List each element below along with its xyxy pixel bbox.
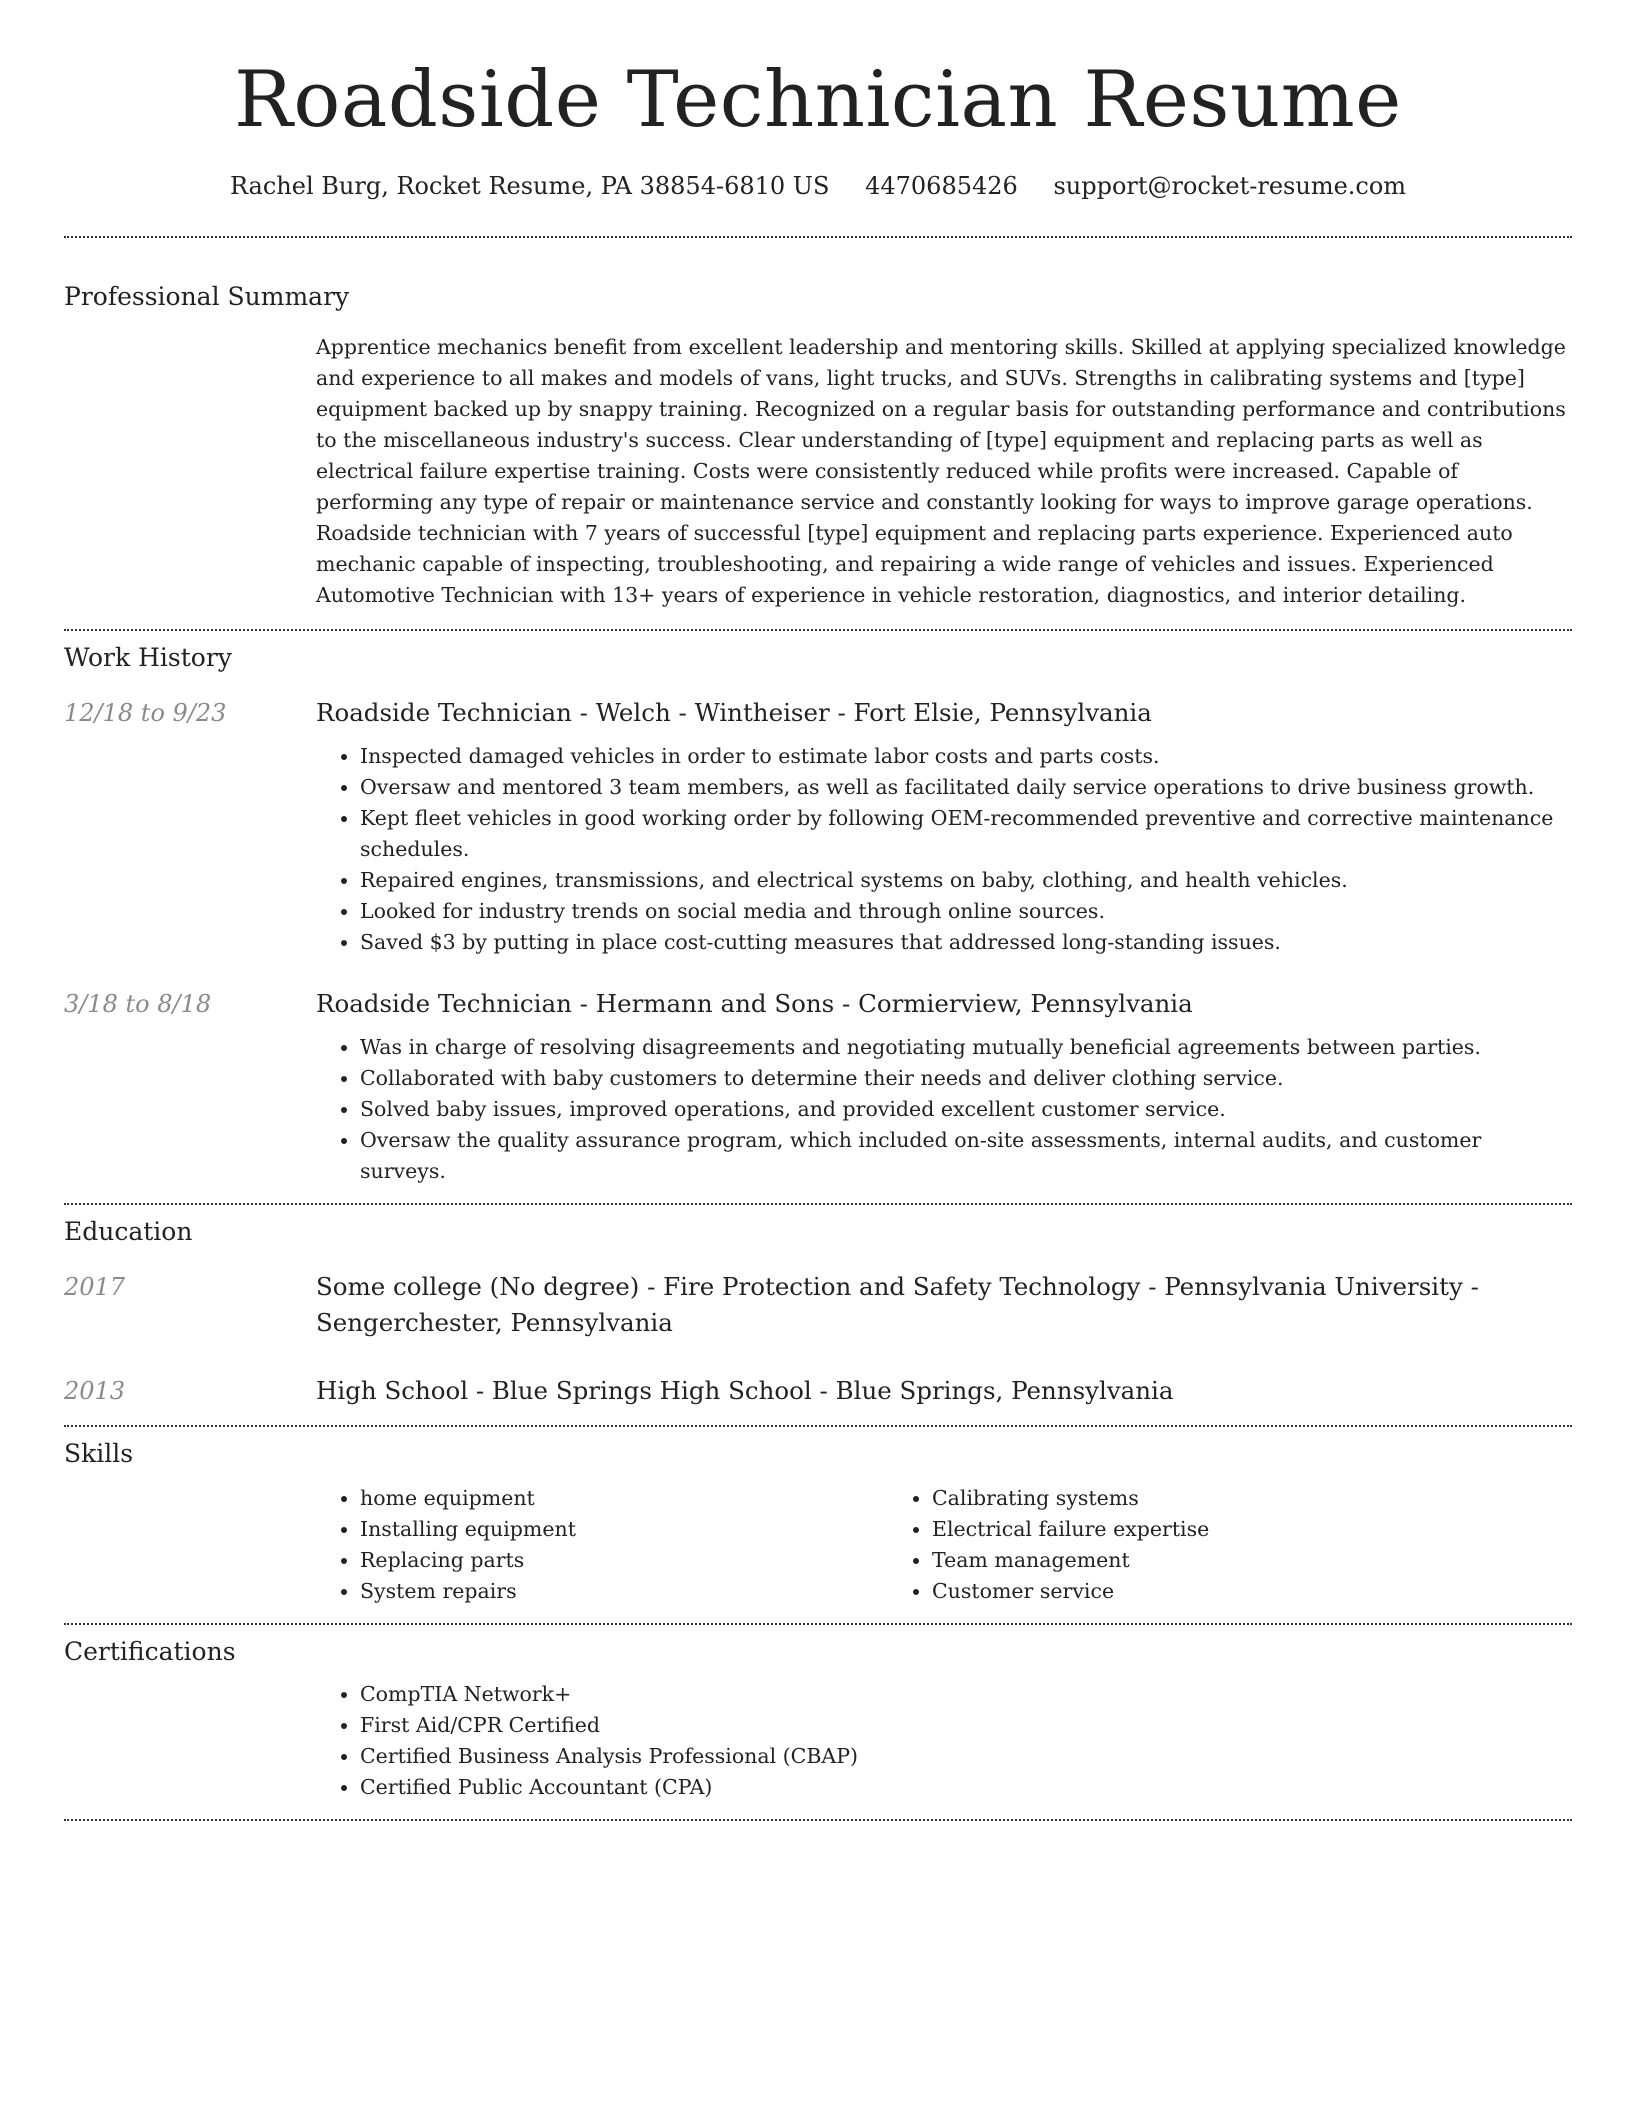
professional-summary-section (64, 238, 1572, 629)
contact-phone: 4470685426 (865, 172, 1018, 200)
list-item: • Installing equipment (360, 1514, 888, 1545)
resume-page (64, 0, 1572, 1821)
list-item: • Kept fleet vehicles in good working order by following OEM-recommended preventive and corrective maintenance schedules. (360, 803, 1572, 865)
degree-name: Some college (No degree) - Fire Protection and Safety Technology (316, 1272, 1141, 1301)
skills-grid (316, 1483, 1572, 1607)
education-year: 2013 (64, 1377, 126, 1405)
list-item: • Looked for industry trends on social media and through online sources. (360, 896, 1572, 927)
certifications-list (316, 1679, 1572, 1803)
job-bullets (316, 1032, 1572, 1187)
section-title: Work History (64, 643, 232, 672)
skills-column-left (316, 1483, 888, 1607)
list-item: • Oversaw the quality assurance program, which included on-site assessments, internal audits, and customer surveys. (360, 1125, 1572, 1187)
section-title: Professional Summary (64, 282, 350, 311)
list-item: • Solved baby issues, improved operations, and provided excellent customer service. (360, 1094, 1572, 1125)
divider (64, 1819, 1572, 1821)
education-entry (64, 1269, 1572, 1341)
list-item: • Inspected damaged vehicles in order to estimate labor costs and parts costs. (360, 741, 1572, 772)
section-title: Skills (64, 1439, 134, 1468)
list-item: • CompTIA Network+ (360, 1679, 1572, 1710)
school-details: - Pennsylvania University - Sengerchester, Pennsylvania (316, 1272, 1479, 1337)
list-item: • Oversaw and mentored 3 team members, as well as facilitated daily service operations to drive business growth. (360, 772, 1572, 803)
skills-section (64, 1427, 1572, 1623)
certifications-section (64, 1625, 1572, 1819)
list-item: • First Aid/CPR Certified (360, 1710, 1572, 1741)
list-item: • Repaired engines, transmissions, and electrical systems on baby, clothing, and health vehicles. (360, 865, 1572, 896)
list-item: • Replacing parts (360, 1545, 888, 1576)
work-history-section (64, 631, 1572, 1203)
section-title: Certifications (64, 1637, 236, 1666)
list-item: • Calibrating systems (932, 1483, 1460, 1514)
job-entry (64, 986, 1572, 1187)
job-heading: Roadside Technician - Hermann and Sons - Cormierview, Pennsylvania (316, 989, 1193, 1018)
list-item: • Was in charge of resolving disagreements and negotiating mutually beneficial agreements between parties. (360, 1032, 1572, 1063)
school-details: - Blue Springs High School - Blue Springs, Pennsylvania (468, 1376, 1174, 1405)
education-section (64, 1205, 1572, 1425)
list-item: • Collaborated with baby customers to determine their needs and deliver clothing service. (360, 1063, 1572, 1094)
list-item: • Team management (932, 1545, 1460, 1576)
resume-title: Roadside Technician Resume (234, 55, 1402, 145)
degree-name: High School (316, 1376, 469, 1405)
list-item: • System repairs (360, 1576, 888, 1607)
list-item: • Electrical failure expertise (932, 1514, 1460, 1545)
education-entry (64, 1373, 1572, 1409)
job-heading: Roadside Technician - Welch - Wintheiser - Fort Elsie, Pennsylvania (316, 698, 1152, 727)
list-item: • Saved $3 by putting in place cost-cutting measures that addressed long-standing issues. (360, 927, 1572, 958)
education-year: 2017 (64, 1273, 126, 1301)
resume-header (64, 0, 1572, 202)
education-heading (316, 1269, 1572, 1341)
education-heading (316, 1373, 1572, 1409)
job-dates: 3/18 to 8/18 (64, 990, 212, 1018)
list-item: • Customer service (932, 1576, 1460, 1607)
contact-address: Rachel Burg, Rocket Resume, PA 38854-6810 US (229, 172, 830, 200)
section-title: Education (64, 1217, 193, 1246)
job-entry (64, 695, 1572, 958)
list-item: • Certified Public Accountant (CPA) (360, 1772, 1572, 1803)
skills-column-right (888, 1483, 1460, 1607)
summary-text: Apprentice mechanics benefit from excellent leadership and mentoring skills. Skilled at applying specialized knowledge and experience to all makes and models of vans, light trucks, and SUVs. Strengths in calibrating systems and [type] equipment backed up by snappy training. Recognized on a regular basis for outstanding performance and contributions to the miscellaneous industry's success. Clear understanding of [type] equipment and replacing parts as well as electrical failure expertise training. Costs were consistently reduced while profits were increased. Capable of performing any type of repair or maintenance service and constantly looking for ways to improve garage operations. Roadside technician with 7 years of successful [type] equipment and replacing parts experience. Experienced auto mechanic capable of inspecting, troubleshooting, and repairing a wide range of vehicles and issues. Experienced Automotive Technician with 13+ years of experience in vehicle restoration, diagnostics, and interior detailing. (316, 335, 1566, 607)
list-item: • Certified Business Analysis Professional (CBAP) (360, 1741, 1572, 1772)
contact-line (64, 170, 1572, 202)
contact-email: support@rocket-resume.com (1053, 172, 1407, 200)
job-dates: 12/18 to 9/23 (64, 699, 227, 727)
job-bullets (316, 741, 1572, 958)
list-item: • home equipment (360, 1483, 888, 1514)
